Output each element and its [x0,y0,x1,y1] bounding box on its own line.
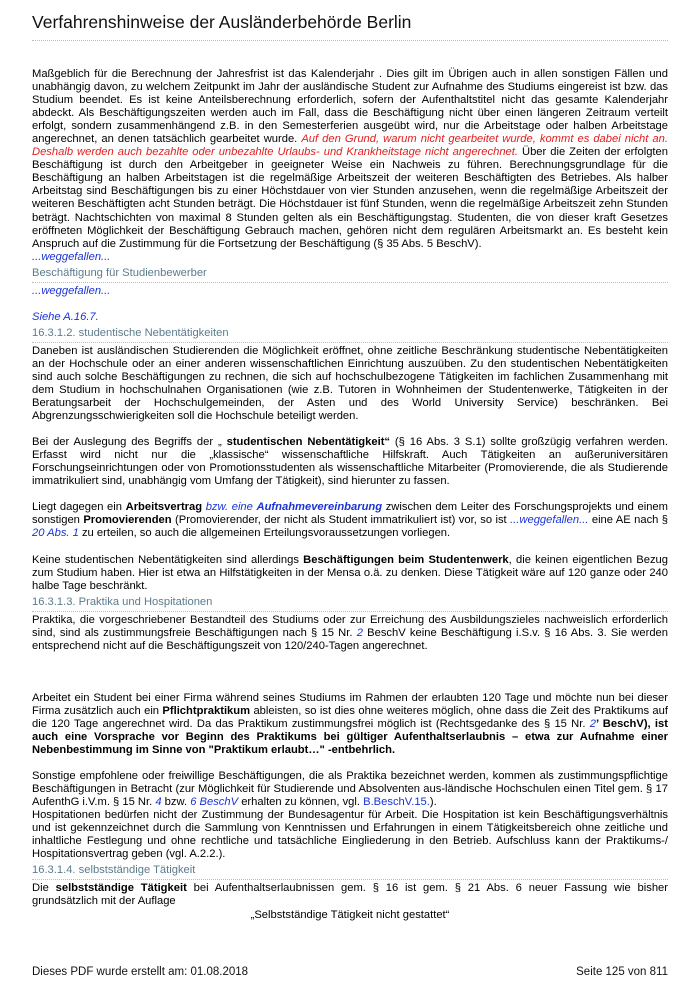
paragraph-studentenwerk: Keine studentischen Nebentätigkeiten sind allerdings Beschäftigungen beim Studentenwerk, die keinen eigentlichen Bezug zum Studium haben. Hier ist etwa an Hilfstätigkeiten in der Mensa o.ä. zu denken. Diese Tätigkeit wäre auf 120 ganze oder 240 halbe Tage beschränkt. [32,553,669,592]
highlight-red: Auf den Grund, warum nicht gearbeitet wurde, kommt es dabei nicht an. Deshalb werden auch bezahlte oder unbezahlte Urlaubs- und Krankheitstage nicht angerechnet. [32,133,668,159]
paragraph-praktika: Praktika, die vorgeschriebener Bestandteil des Studiums oder zur Erreichung des Ausbildungszieles nachweislich erforderlich sind, sind als zustimmungsfreie Beschäftigungen nach § 15 Nr. 2 BeschV keine Beschäftigung i.S.v. § 16 Abs. 3. Sie werden entsprechend nicht auf die Beschäftigungszeit von 120/240-Tagen angerechnet. [32,613,668,652]
paragraph-jahresfrist: Maßgeblich für die Berechnung der Jahresfrist ist das Kalenderjahr . Dies gilt im Übrigen auch in allen sonstigen Fällen und unabhängig davon, zu welchem Zeitpunkt im Jahr der ausländische Student zur Aufnahme des Studiums eingereist ist bzw. das Studium beendet. Es ist keine Anteilsberechnung erforderlich, sofern der Aufenthaltstitel nicht das gesamte Kalenderjahr abdeckt. Als Beschäftigungszeiten werden auch im Fall, dass die Beschäftigung nicht über einen längeren Zeitraum verteilt erfolgt, sondern zusammenhängend z.B. in den Semesterferien ausgeübt wird, nur die Arbeitstage oder halben Arbeitstage angerechnet, an denen tatsächlich gearbeitet wurde. Auf den Grund, warum nicht gearbeitet wurde, kommt es dabei nicht an. Deshalb werden auch bezahlte oder unbezahlte Urlaubs- und Krankheitstage nicht angerechnet. Über die Zeiten der erfolgten Beschäftigung ist durch den Arbeitgeber in geeigneter Weise ein Nachweis zu führen. Berechnungsgrundlage für die Beschäftigung an halben Arbeitstagen ist die regelmäßige Arbeitszeit der weiteren Beschäftigten des Betriebes. Als halber Arbeitstag sind Beschäftigungen bis zu einer Höchstdauer von vier Stunden anzusehen, wenn die regelmäßige Arbeitszeit der weiteren Beschäftigten acht Stunden beträgt. Die Höchstdauer ist fünf Stunden, wenn die regelmäßige Arbeitszeit zehn Stunden beträgt. Nachtschichten von maximal 8 Stunden gelten als ein Beschäftigungstag. Studenten, die von dieser kraft Gesetzes eröffneten Möglichkeit der Beschäftigung Gebrauch machen, gehören nicht dem regulären Arbeitsmarkt an. Es besteht kein Anspruch auf die Zustimmung für die Fortsetzung der Beschäftigung (§ 35 Abs. 5 BeschV). [32,68,668,250]
document-body [32,68,668,922]
quote-auflage: „Selbstständige Tätigkeit nicht gestattet“ [250,908,450,921]
law-link[interactable]: 2 [589,717,596,730]
paragraph-selbststaendig: Die selbstständige Tätigkeit bei Aufenthaltserlaubnissen gem. § 16 ist gem. § 21 Abs. 6 neuer Fassung wie bisher grundsätzlich mit der Auflage [32,882,668,908]
paragraph-nebentaetigkeiten: Daneben ist ausländischen Studierenden die Möglichkeit eröffnet, ohne zeitliche Beschränkung studentische Nebentätigkeiten an der Hochschule oder an einer anderen wissenschaftlichen Einrichtung auszuüben. Zu den studentischen Nebentätigkeiten sind auch solche Beschäftigungen zu rechnen, die sich auf hochschulbezogene Tätigkeiten im fachlichen Zusammenhang mit dem Studium in hochschulnahen Organisationen (wie z.B. Tutoren in Wohnheimen der Studentenwerke, Tätigkeiten in der Beratungsarbeit der Hochschulgemeinden, der Asten und des World University Service) beschränken. Bei Abgrenzungsschwierigkeiten soll die Hochschule beteiligt werden. [32,344,668,423]
section-heading-16312: 16.3.1.2. studentische Nebentätigkeiten [32,327,668,343]
page-title: Verfahrenshinweise der Ausländerbehörde Berlin [32,12,668,41]
law-link[interactable]: 6 [190,796,197,809]
removed-note: ...weggefallen... [32,250,111,263]
law-link[interactable]: 20 Abs. 1 [32,527,79,540]
section-heading-16314: 16.3.1.4. selbstständige Tätigkeit [32,864,668,880]
cross-reference-link[interactable]: B.BeschV.15. [363,796,430,809]
paragraph-hospitationen: Hospitationen bedürfen nicht der Zustimmung der Bundesagentur für Arbeit. Die Hospitation ist kein Beschäftigungsverhältnis und ist gekennzeichnet durch die Sammlung von Kenntnissen und Erfahrungen in einem Tätigkeitsbereich ohne zeitliche und inhaltliche Festlegung und ohne rechtliche und tatsächliche Eingliederung in den Betrieb. Aufschluss kann der Praktikums-/ Hospitationsvertrag geben (vgl. A.2.2.). [32,809,668,861]
law-link[interactable]: 2 [356,626,363,639]
paragraph-auslegung: Bei der Auslegung des Begriffs der „ studentischen Nebentätigkeit“ (§ 16 Abs. 3 S.1) sollte großzügig verfahren werden. Erfasst wird nicht nur die „klassische“ wissenschaftliche Hilfskraft. Auch Tätigkeiten an außeruniversitären Forschungseinrichtungen oder von Promotionsstudenten als wissenschaftliche Mitarbeiter (Promovierende, die als Studierende immatrikuliert sind, unabhängig vom Umfang der Tätigkeit), sind hierunter zu fassen. [32,436,668,488]
removed-note: ...weggefallen... [32,284,111,297]
law-link[interactable]: 4 [155,796,162,809]
paragraph-pflichtpraktikum: Arbeitet ein Student bei einer Firma während seines Studiums im Rahmen der erlaubten 120 Tage und möchte nun bei dieser Firma zusätzlich auch ein Pflichtpraktikum ableisten, so ist dies ohne weiteres möglich, ohne dass die Zeit des Praktikums auf die 120 Tage angerechnet wird. Da das Praktikum zustimmungsfrei möglich ist (Rechtsgedanke des § 15 Nr. 2’ BeschV), ist auch eine Vorsprache vor Beginn des Praktikums bei gültiger Aufenthaltserlaubnis – etwa zur Aufnahme einer Nebenbestimmung im Sinne von "Praktikum erlaubt…" -entbehrlich. [32,691,668,757]
footer-page-number: Seite 125 von 811 [576,966,668,978]
footer-created-date: Dieses PDF wurde erstellt am: 01.08.2018 [32,966,249,978]
paragraph-arbeitsvertrag: Liegt dagegen ein Arbeitsvertrag bzw. eine Aufnahmevereinbarung zwischen dem Leiter des Forschungsprojekts und einem sonstigen Promovierenden (Promovierender, der nicht als Student immatrikuliert ist) vor, so ist ...weggefallen... eine AE nach § 20 Abs. 1 zu erteilen, so auch die allgemeinen Erteilungsvoraussetzungen vorliegen. [32,501,669,540]
section-heading-16313: 16.3.1.3. Praktika und Hospitationen [32,596,668,612]
paragraph-sonstige-praktika: Sonstige empfohlene oder freiwillige Beschäftigungen, die als Praktika bezeichnet werden, kommen als zustimmungspflichtige Beschäftigungen in Betracht (zur Möglichkeit für Studierende und Absolventen aus-ländische Hochschulen einen Titel gem. § 17 AufenthG i.V.m. § 15 Nr. 4 bzw. 6 BeschV erhalten zu können, vgl. B.BeschV.15.). [32,770,668,809]
cross-reference-link[interactable]: Siehe A.16.7. [32,310,99,323]
section-heading-studienbewerber: Beschäftigung für Studienbewerber [32,267,668,283]
